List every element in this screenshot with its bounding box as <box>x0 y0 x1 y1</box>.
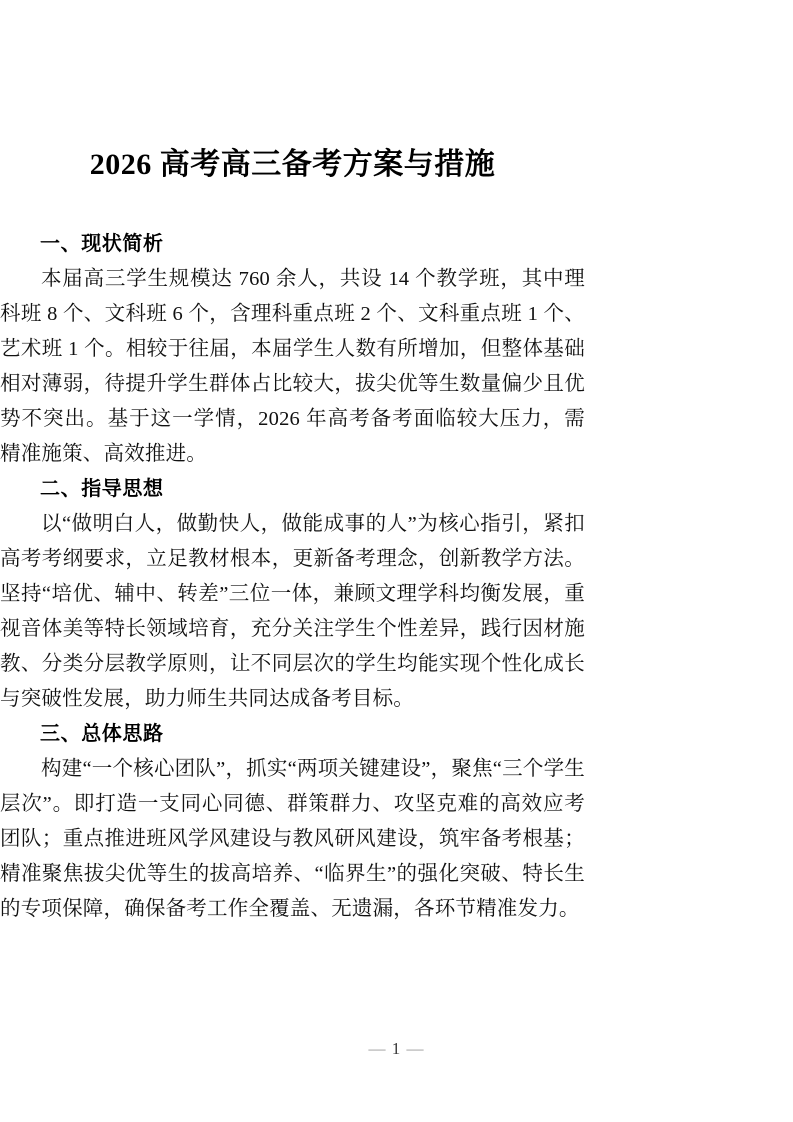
page-title: 2026 高考高三备考方案与措施 <box>89 148 496 181</box>
section-heading-1: 一、现状简析 <box>40 233 164 255</box>
section-paragraph-3-1: 构建“一个核心团队”，抓实“两项关键建设”，聚焦“三个学生层次”。即打造一支同心同德、群策群力、攻坚克难的高效应考团队；重点推进班风学风建设与教风研风建设，筑牢备考根基；精准聚焦拔尖优等生的拔高培养、“临界生”的强化突破、特长生的专项保障，确保备考工作全覆盖、无遗漏，各环节精准发力。 <box>0 758 585 920</box>
section-paragraph-1-1: 本届高三学生规模达 760 余人，共设 14 个教学班，其中理科班 8 个、文科班 6 个，含理科重点班 2 个、文科重点班 1 个、艺术班 1 个。相较于往届，本届学生人数有所增加，但整体基础相对薄弱，待提升学生群体占比较大，拔尖优等生数量偏少且优势不突出。基于这一学情，2026 年高考备考面临较大压力，需精准施策、高效推进。 <box>0 268 585 465</box>
document-body <box>0 227 585 927</box>
footer-page-number: 1 <box>391 1039 402 1058</box>
footer-dash-right: — <box>406 1039 425 1058</box>
page-footer <box>0 1038 793 1060</box>
section-heading-3: 三、总体思路 <box>40 723 164 745</box>
footer-dash-left: — <box>368 1039 387 1058</box>
section-heading-2: 二、指导思想 <box>40 478 164 500</box>
section-paragraph-2-1: 以“做明白人，做勤快人，做能成事的人”为核心指引，紧扣高考考纲要求，立足教材根本，更新备考理念，创新教学方法。坚持“培优、辅中、转差”三位一体，兼顾文理学科均衡发展，重视音体美等特长领域培育，充分关注学生个性差异，践行因材施教、分类分层教学原则，让不同层次的学生均能实现个性化成长与突破性发展，助力师生共同达成备考目标。 <box>0 513 585 710</box>
